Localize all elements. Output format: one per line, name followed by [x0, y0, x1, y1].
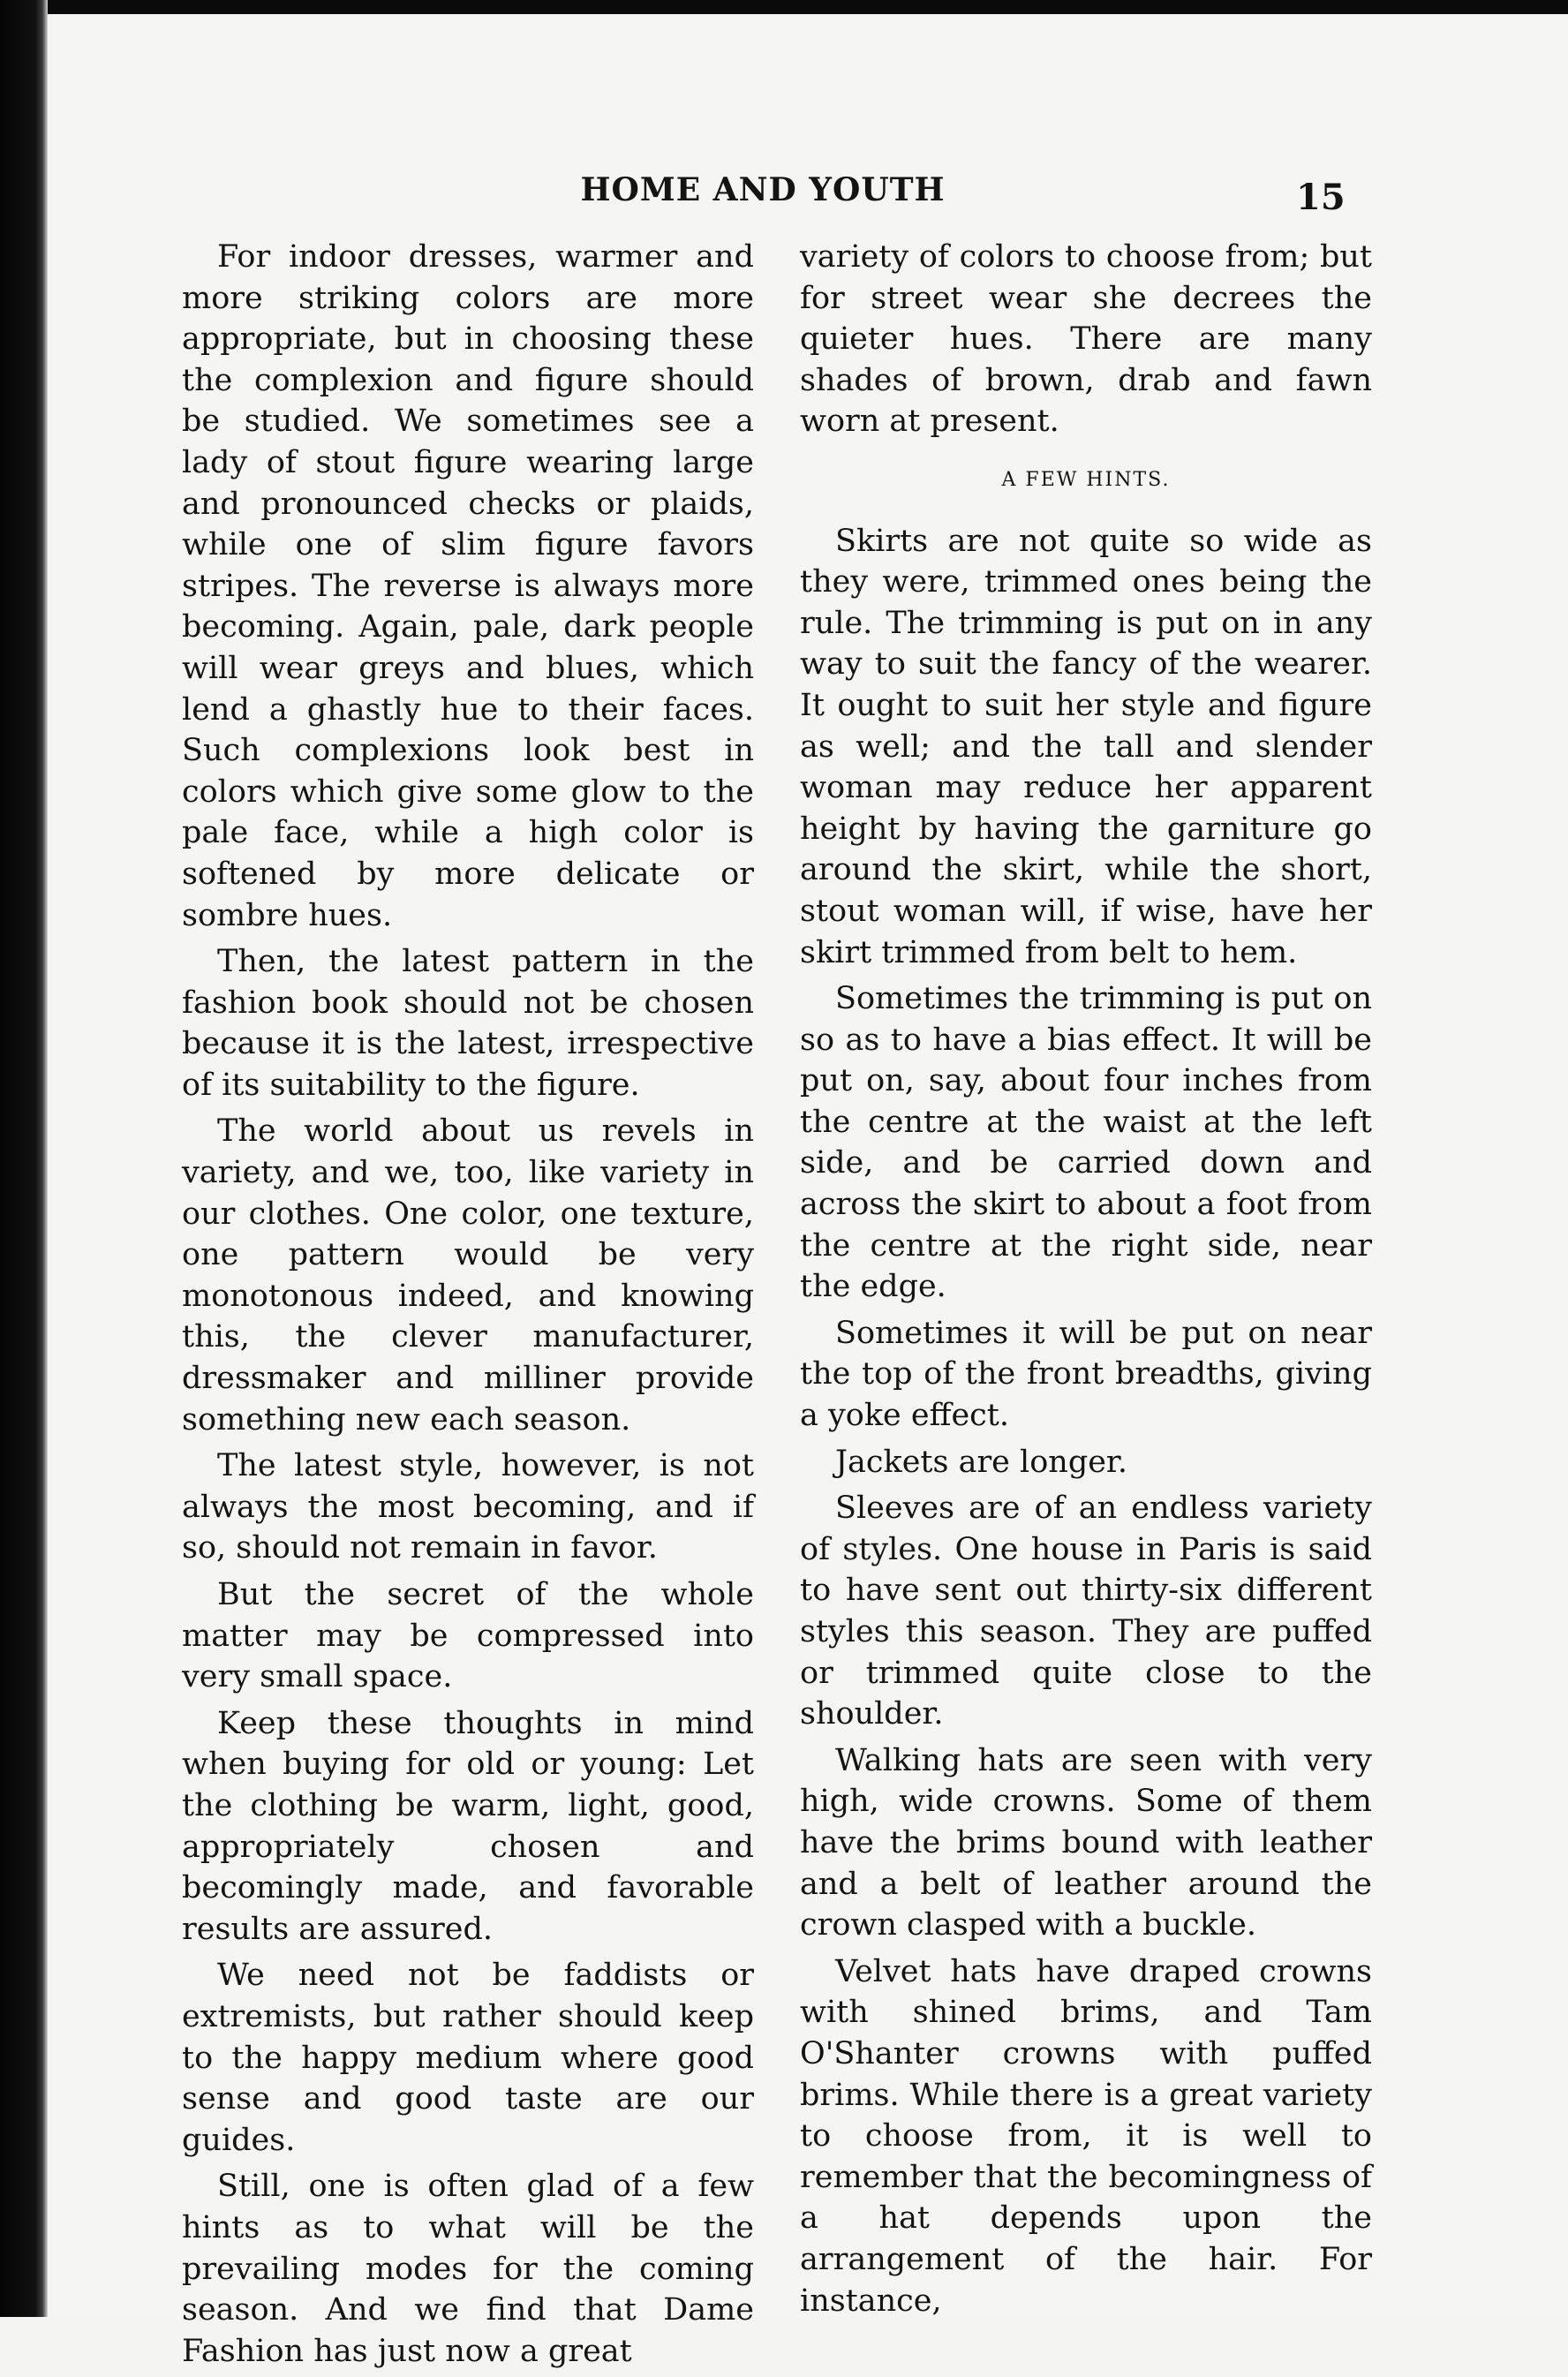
- paragraph: Then, the latest pattern in the fashion book should not be chosen because it is the latest, irrespective of its suitability to the figure.: [182, 944, 754, 1103]
- book-binding-edge: [0, 0, 48, 2317]
- paragraph: Keep these thoughts in mind when buying for old or young: Let the clothing be warm, light, good, appropriately chosen and becomingly made, and favorable results are assured.: [182, 1705, 754, 1947]
- paragraph: The latest style, however, is not always the most becoming, and if so, should not remain in favor.: [182, 1448, 754, 1566]
- left-column: [182, 237, 754, 2377]
- book-page: [53, 14, 1568, 2369]
- paragraph: Jackets are longer.: [835, 1444, 1127, 1480]
- paragraph: Sleeves are of an endless variety of styles. One house in Paris is said to have sent out thirty-six different styles this season. They are puffed or trimmed quite close to the shoulder.: [800, 1490, 1372, 1732]
- paragraph: But the secret of the whole matter may be compressed into very small space.: [182, 1577, 754, 1695]
- paragraph: Walking hats are seen with very high, wide crowns. Some of them have the brims bound with leather and a belt of leather around the crown clasped with a buckle.: [800, 1742, 1372, 1943]
- paragraph-continuation: variety of colors to choose from; but for street wear she decrees the quieter hues. There are many shades of brown, drab and fawn worn at present.: [800, 239, 1372, 440]
- paragraph: Skirts are not quite so wide as they were, trimmed ones being the rule. The trimming is put on in any way to suit the fancy of the wearer. It ought to suit her style and figure as well; and the tall and slender woman may reduce her apparent height by having the garniture go around the skirt, while the short, stout woman will, if wise, have her skirt trimmed from belt to hem.: [800, 523, 1372, 970]
- paragraph: Still, one is often glad of a few hints as to what will be the prevailing modes for the coming season. And we find that Dame Fashion has just now a great: [182, 2169, 754, 2369]
- page-number: 15: [1296, 177, 1346, 218]
- paragraph: The world about us revels in variety, and we, too, like variety in our clothes. One color, one texture, one pattern would be very monotonous indeed, and knowing this, the clever manufacturer, dressmaker and milliner provide something new each season.: [182, 1113, 754, 1438]
- paragraph: We need not be faddists or extremists, but rather should keep to the happy medium where good sense and good taste are our guides.: [182, 1958, 754, 2158]
- paragraph: Velvet hats have draped crowns with shined brims, and Tam O'Shanter crowns with puffed brims. While there is a great variety to choose from, it is well to remember that the becomingness of a hat depends upon the arrangement of the hair. For instance,: [800, 1953, 1372, 2319]
- paragraph: For indoor dresses, warmer and more striking colors are more appropriate, but in choosing these the complexion and figure should be studied. We sometimes see a lady of stout figure wearing large and pronounced checks or plaids, while one of slim figure favors stripes. The reverse is always more becoming. Again, pale, dark people will wear greys and blues, which lend a ghastly hue to their faces. Such complexions look best in colors which give some glow to the pale face, while a high color is softened by more delicate or sombre hues.: [182, 239, 754, 933]
- scan-top-edge: [0, 0, 1568, 14]
- running-header-title: HOME AND YOUTH: [580, 171, 946, 208]
- paragraph: Sometimes the trimming is put on so as to have a bias effect. It will be put on, say, about four inches from the centre at the waist at the left side, and be carried down and across the skirt to about a foot from the centre at the right side, near the edge.: [800, 981, 1372, 1305]
- paragraph: Sometimes it will be put on near the top of the front breadths, giving a yoke effect.: [800, 1315, 1372, 1434]
- section-heading: A FEW HINTS.: [1001, 468, 1171, 491]
- right-column: [800, 237, 1372, 2327]
